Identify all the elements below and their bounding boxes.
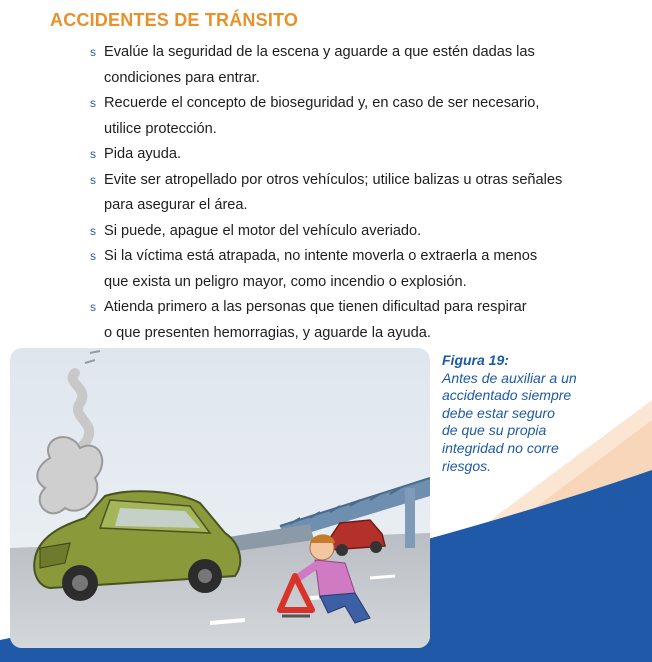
bullet-text-line: Evite ser atropellado por otros vehículos; utilice balizas u otras señales [104,171,563,188]
list-item [90,295,630,346]
figure-caption-line: integridad no corre [442,439,559,456]
bullet-text-line: o que presenten hemorragias, y aguarde la ayuda. [104,324,431,341]
bullet-text-line: condiciones para entrar. [104,69,260,86]
bullet-marker: s [90,172,96,187]
accident-scene-drawing [10,348,430,648]
bullet-text-line: Evalúe la seguridad de la escena y aguarde a que estén dadas las [104,44,535,60]
bullet-text-line: Si la víctima está atrapada, no intente moverla o extraerla a menos [104,248,538,264]
figure-caption-line: debe estar seguro [442,404,555,421]
bullet-marker: s [90,300,96,314]
bullet-marker: s [90,223,96,238]
bullet-text-line: Recuerde el concepto de bioseguridad y, en caso de ser necesario, [104,95,540,111]
list-item [90,40,630,91]
bullet-marker: s [90,147,96,161]
bullet-text-line: que exista un peligro mayor, como incendio o explosión. [104,273,467,290]
section-title: ACCIDENTES DE TRÁNSITO [50,10,299,30]
list-item [90,244,630,295]
bullet-marker: s [90,45,96,59]
bullet-text-line: Atienda primero a las personas que tienen dificultad para respirar [104,299,527,315]
list-item [90,91,630,142]
bullet-list [90,40,630,346]
figure-caption-line: riesgos. [442,457,492,474]
figure-caption-title: Figura 19: [442,352,509,368]
figure-caption-line: accidentado siempre [442,387,572,404]
accident-illustration [10,348,430,648]
bullet-marker: s [90,96,96,110]
figure-caption [442,352,642,475]
bullet-text-line: Si puede, apague el motor del vehículo averiado. [104,222,422,239]
list-item [90,219,630,245]
bullet-text-line: para asegurar el área. [104,197,248,213]
bullet-text-line: Pida ayuda. [104,146,182,162]
list-item [90,168,630,219]
bullet-marker: s [90,249,96,263]
figure-caption-line: Antes de auxiliar a un [442,369,577,386]
figure-caption-line: de que su propia [442,422,547,439]
list-item [90,142,630,168]
bullet-text-line: utilice protección. [104,120,217,137]
